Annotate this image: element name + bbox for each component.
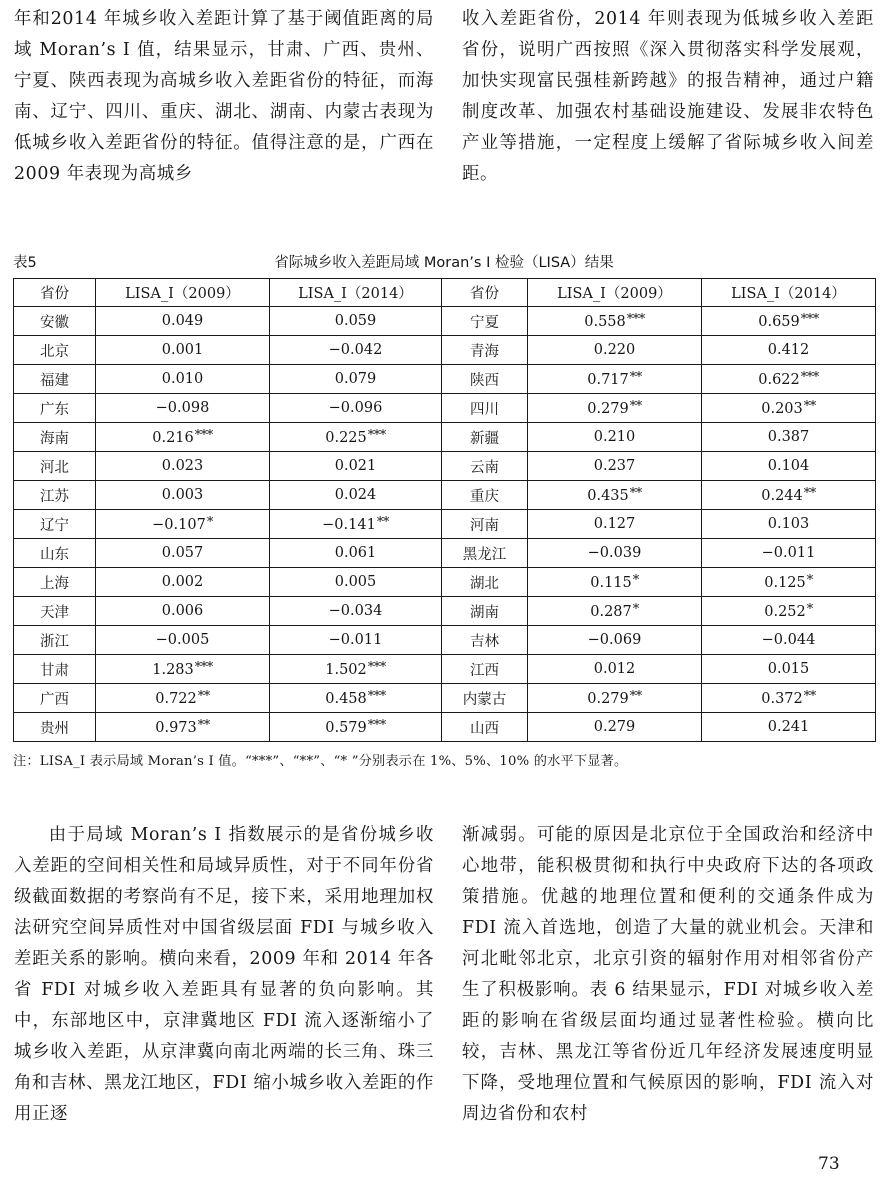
cell-value: 0.012 — [593, 661, 636, 677]
cell-lisa-2009-left — [96, 626, 270, 655]
body-paragraph-bottom-left: 由于局域 Moran’s I 指数展示的是省份城乡收入差距的空间相关性和局域异质性，对于不同年份省级截面数据的考察尚有不足，接下来，采用地理加权法研究空间异质性对中国省级层面 FDI 与城乡收入差距关系的影响。横向来看，2009 年和 2014 年各省 FDI 对城乡收入差距具有显著的负向影响。其中，东部地区中，京津冀地区 FDI 流入逐渐缩小了城乡收入差距，从京津冀向南北两端的长三角、珠三角和吉林、黑龙江地区，FDI 缩小城乡收入差距的作用正逐 — [14, 825, 434, 1124]
cell-value: 0.220 — [593, 342, 636, 358]
header-lisa-2009-left: LISA_I（2009） — [96, 279, 270, 307]
table-label: 表5 — [13, 255, 37, 271]
cell-lisa-2014-right — [702, 452, 876, 481]
cell-value: 0.279 — [587, 401, 629, 417]
table-row — [14, 597, 876, 626]
cell-lisa-2014-right — [702, 365, 876, 394]
cell-province-left — [14, 626, 96, 655]
cell-value: 0.079 — [334, 371, 377, 387]
cell-lisa-2009-right — [528, 626, 702, 655]
cell-value: 辽宁 — [40, 517, 69, 534]
cell-value: 0.010 — [161, 371, 204, 387]
table-title: 省际城乡收入差距局域 Moran’s I 检验（LISA）结果 — [274, 255, 614, 271]
cell-province-left — [14, 510, 96, 539]
table-caption — [13, 247, 875, 273]
table-note: 注：LISA_I 表示局域 Moran’s I 值。“***”、“**”、“* ”分别表示在 1%、5%、10% 的水平下显著。 — [13, 754, 628, 769]
cell-lisa-2009-right — [528, 481, 702, 510]
cell-province-right — [442, 423, 528, 452]
significance-mark: *** — [194, 428, 213, 443]
cell-lisa-2009-right — [528, 568, 702, 597]
cell-lisa-2014-left — [270, 626, 442, 655]
cell-lisa-2009-left — [96, 568, 270, 597]
cell-lisa-2009-left — [96, 597, 270, 626]
cell-value: 青海 — [470, 343, 499, 360]
cell-province-left — [14, 394, 96, 423]
table-row — [14, 568, 876, 597]
cell-province-right — [442, 394, 528, 423]
significance-mark: ** — [629, 370, 642, 385]
significance-mark: ** — [803, 399, 816, 414]
cell-province-left — [14, 307, 96, 336]
cell-province-right — [442, 307, 528, 336]
cell-value: 0.115 — [590, 575, 632, 591]
cell-value: 0.002 — [161, 574, 204, 590]
cell-lisa-2014-left — [270, 684, 442, 713]
cell-value: 0.203 — [761, 401, 803, 417]
cell-value: 0.021 — [334, 458, 377, 474]
cell-lisa-2014-left — [270, 655, 442, 684]
table-row — [14, 307, 876, 336]
cell-value: 江苏 — [40, 488, 69, 505]
cell-lisa-2009-right — [528, 365, 702, 394]
cell-value: 湖南 — [470, 604, 499, 621]
cell-lisa-2014-right — [702, 539, 876, 568]
cell-value: 0.722 — [155, 691, 197, 707]
significance-mark: ** — [803, 486, 816, 501]
cell-value: 新疆 — [470, 430, 499, 447]
cell-lisa-2009-left — [96, 655, 270, 684]
cell-lisa-2014-right — [702, 626, 876, 655]
cell-lisa-2009-left — [96, 423, 270, 452]
cell-province-left — [14, 597, 96, 626]
cell-lisa-2009-left — [96, 539, 270, 568]
cell-lisa-2014-right — [702, 713, 876, 742]
cell-lisa-2014-right — [702, 423, 876, 452]
cell-province-right — [442, 597, 528, 626]
cell-value: 0.622 — [758, 372, 800, 388]
cell-value: 0.659 — [758, 314, 800, 330]
cell-lisa-2014-right — [702, 481, 876, 510]
significance-mark: * — [806, 573, 813, 588]
cell-value: 四川 — [470, 401, 499, 418]
cell-lisa-2014-right — [702, 684, 876, 713]
cell-value: 安徽 — [40, 314, 69, 331]
cell-value: 北京 — [40, 343, 69, 360]
significance-mark: *** — [800, 312, 819, 327]
cell-lisa-2014-left — [270, 336, 442, 365]
cell-value: −0.107 — [152, 517, 206, 533]
table-row — [14, 336, 876, 365]
cell-province-right — [442, 365, 528, 394]
cell-value: 0.717 — [587, 372, 629, 388]
cell-value: 0.125 — [764, 575, 806, 591]
cell-lisa-2009-right — [528, 423, 702, 452]
cell-lisa-2014-left — [270, 365, 442, 394]
cell-province-right — [442, 568, 528, 597]
body-paragraph-top-right: 收入差距省份，2014 年则表现为低城乡收入差距省份，说明广西按照《深入贯彻落实科学发展观，加快实现富民强桂新跨越》的报告精神，通过户籍制度改革、加强农村基础设施建设、发展非农特色产业等措施，一定程度上缓解了省际城乡收入间差距。 — [462, 9, 874, 184]
cell-value: 0.003 — [161, 487, 204, 503]
cell-value: 0.372 — [761, 691, 803, 707]
cell-value: 0.973 — [155, 720, 197, 736]
cell-value: 0.458 — [325, 691, 367, 707]
cell-lisa-2009-right — [528, 597, 702, 626]
cell-value: 0.435 — [587, 488, 629, 504]
significance-mark: *** — [367, 718, 386, 733]
cell-value: 广西 — [40, 691, 69, 708]
cell-value: 0.241 — [767, 719, 810, 735]
cell-value: 0.558 — [584, 314, 626, 330]
cell-province-left — [14, 713, 96, 742]
cell-value: 广东 — [40, 401, 69, 418]
cell-lisa-2009-right — [528, 510, 702, 539]
table-row — [14, 365, 876, 394]
cell-value: 0.015 — [767, 661, 810, 677]
cell-value: −0.069 — [587, 632, 642, 648]
cell-lisa-2014-right — [702, 394, 876, 423]
cell-value: 0.244 — [761, 488, 803, 504]
cell-province-right — [442, 626, 528, 655]
cell-province-left — [14, 539, 96, 568]
significance-mark: * — [632, 573, 639, 588]
cell-value: 吉林 — [470, 633, 499, 650]
cell-lisa-2014-right — [702, 307, 876, 336]
cell-lisa-2014-left — [270, 568, 442, 597]
cell-value: 黑龙江 — [462, 546, 507, 563]
cell-lisa-2014-right — [702, 597, 876, 626]
table-row — [14, 539, 876, 568]
cell-province-right — [442, 481, 528, 510]
cell-value: 天津 — [40, 604, 69, 621]
significance-mark: ** — [629, 689, 642, 704]
table-body — [14, 307, 876, 742]
cell-lisa-2014-left — [270, 394, 442, 423]
cell-lisa-2009-left — [96, 394, 270, 423]
cell-value: 河北 — [40, 459, 69, 476]
cell-value: −0.011 — [328, 632, 383, 648]
cell-value: 0.579 — [325, 720, 367, 736]
cell-value: 云南 — [470, 459, 499, 476]
cell-value: −0.005 — [155, 632, 210, 648]
cell-value: 浙江 — [40, 633, 69, 650]
cell-value: −0.034 — [328, 603, 383, 619]
cell-value: −0.011 — [761, 545, 816, 561]
cell-value: 0.225 — [325, 430, 367, 446]
significance-mark: *** — [626, 312, 645, 327]
cell-value: 上海 — [40, 575, 69, 592]
cell-province-left — [14, 481, 96, 510]
cell-value: 山东 — [40, 546, 69, 563]
cell-value: 0.127 — [593, 516, 636, 532]
cell-value: 贵州 — [40, 720, 69, 737]
cell-value: 0.237 — [593, 458, 636, 474]
cell-lisa-2014-right — [702, 655, 876, 684]
cell-value: 陕西 — [470, 372, 499, 389]
cell-lisa-2014-left — [270, 423, 442, 452]
cell-value: 0.279 — [587, 691, 629, 707]
cell-value: 0.103 — [767, 516, 810, 532]
significance-mark: ** — [376, 515, 389, 530]
cell-value: −0.096 — [328, 400, 383, 416]
cell-province-right — [442, 452, 528, 481]
cell-lisa-2009-right — [528, 336, 702, 365]
table-row — [14, 713, 876, 742]
cell-province-left — [14, 568, 96, 597]
cell-lisa-2014-right — [702, 568, 876, 597]
cell-value: 0.005 — [334, 574, 377, 590]
cell-value: 0.049 — [161, 313, 204, 329]
cell-province-right — [442, 684, 528, 713]
cell-value: 0.387 — [767, 429, 810, 445]
table-row — [14, 452, 876, 481]
table-row — [14, 510, 876, 539]
cell-value: 0.412 — [767, 342, 810, 358]
cell-lisa-2009-left — [96, 481, 270, 510]
cell-lisa-2009-left — [96, 307, 270, 336]
cell-lisa-2009-left — [96, 365, 270, 394]
cell-lisa-2014-left — [270, 481, 442, 510]
cell-value: 湖北 — [470, 575, 499, 592]
cell-lisa-2009-right — [528, 713, 702, 742]
cell-value: −0.044 — [761, 632, 816, 648]
cell-lisa-2009-left — [96, 713, 270, 742]
significance-mark: * — [632, 602, 639, 617]
cell-province-right — [442, 655, 528, 684]
table-row — [14, 423, 876, 452]
cell-value: 海南 — [40, 430, 69, 447]
cell-value: 0.104 — [767, 458, 810, 474]
cell-value: −0.141 — [322, 517, 376, 533]
cell-province-left — [14, 452, 96, 481]
cell-lisa-2009-left — [96, 452, 270, 481]
cell-value: −0.042 — [328, 342, 383, 358]
table-row — [14, 655, 876, 684]
cell-value: 0.252 — [764, 604, 806, 620]
significance-mark: *** — [800, 370, 819, 385]
cell-province-left — [14, 365, 96, 394]
cell-value: 0.023 — [161, 458, 204, 474]
table-row — [14, 481, 876, 510]
cell-province-left — [14, 684, 96, 713]
cell-lisa-2014-left — [270, 539, 442, 568]
cell-value: 山西 — [470, 720, 499, 737]
cell-value: 0.061 — [334, 545, 377, 561]
significance-mark: ** — [629, 486, 642, 501]
cell-value: 1.283 — [152, 662, 194, 678]
cell-value: 0.210 — [593, 429, 636, 445]
significance-mark: *** — [194, 660, 213, 675]
significance-mark: *** — [367, 428, 386, 443]
cell-value: 河南 — [470, 517, 499, 534]
body-paragraph-bottom-right: 渐减弱。可能的原因是北京位于全国政治和经济中心地带，能积极贯彻和执行中央政府下达的各项政策措施。优越的地理位置和便利的交通条件成为 FDI 流入首选地，创造了大量的就业机会。天津和河北毗邻北京，北京引资的辐射作用对相邻省份产生了积极影响。表 6 结果显示，FDI 对城乡收入差距的影响在省级层面均通过显著性检验。横向比较，吉林、黑龙江等省份近几年经济发展速度明显下降，受地理位置和气候原因的影响，FDI 流入对周边省份和农村 — [462, 825, 874, 1124]
significance-mark: ** — [629, 399, 642, 414]
cell-value: 0.057 — [161, 545, 204, 561]
header-province-right: 省份 — [442, 279, 528, 307]
cell-province-left — [14, 655, 96, 684]
cell-province-right — [442, 510, 528, 539]
table-row — [14, 394, 876, 423]
header-lisa-2014-right: LISA_I（2014） — [702, 279, 876, 307]
significance-mark: *** — [367, 660, 386, 675]
table-header-row — [14, 279, 876, 307]
cell-lisa-2009-left — [96, 510, 270, 539]
significance-mark: ** — [197, 689, 210, 704]
cell-province-left — [14, 336, 96, 365]
significance-mark: ** — [197, 718, 210, 733]
significance-mark: * — [806, 602, 813, 617]
cell-lisa-2014-right — [702, 510, 876, 539]
header-lisa-2014-left: LISA_I（2014） — [270, 279, 442, 307]
significance-mark: *** — [367, 689, 386, 704]
significance-mark: * — [206, 515, 213, 530]
cell-value: 0.279 — [593, 719, 636, 735]
cell-lisa-2009-right — [528, 394, 702, 423]
cell-value: −0.039 — [587, 545, 642, 561]
cell-value: 0.001 — [161, 342, 204, 358]
cell-province-right — [442, 713, 528, 742]
cell-value: 0.287 — [590, 604, 632, 620]
header-lisa-2009-right: LISA_I（2009） — [528, 279, 702, 307]
cell-value: 重庆 — [470, 488, 499, 505]
cell-lisa-2009-left — [96, 684, 270, 713]
cell-value: 内蒙古 — [462, 691, 507, 708]
cell-lisa-2009-left — [96, 336, 270, 365]
cell-lisa-2014-left — [270, 510, 442, 539]
cell-lisa-2014-left — [270, 713, 442, 742]
cell-value: 0.006 — [161, 603, 204, 619]
cell-value: 甘肃 — [40, 662, 69, 679]
cell-value: 1.502 — [325, 662, 367, 678]
cell-lisa-2009-right — [528, 307, 702, 336]
header-province-left: 省份 — [14, 279, 96, 307]
cell-value: 0.059 — [334, 313, 377, 329]
cell-value: 江西 — [470, 662, 499, 679]
cell-province-left — [14, 423, 96, 452]
cell-value: 0.024 — [334, 487, 377, 503]
cell-value: −0.098 — [155, 400, 210, 416]
body-paragraph-top-left: 年和2014 年城乡收入差距计算了基于阈值距离的局域 Moran’s I 值，结果显示，甘肃、广西、贵州、宁夏、陕西表现为高城乡收入差距省份的特征，而海南、辽宁、四川、重庆、湖北、湖南、内蒙古表现为低城乡收入差距省份的特征。值得注意的是，广西在 2009 年表现为高城乡 — [14, 9, 434, 184]
page-number: 73 — [818, 1154, 840, 1174]
cell-lisa-2009-right — [528, 684, 702, 713]
cell-value: 0.216 — [152, 430, 194, 446]
cell-province-right — [442, 539, 528, 568]
cell-lisa-2009-right — [528, 452, 702, 481]
cell-lisa-2014-left — [270, 452, 442, 481]
table-row — [14, 684, 876, 713]
cell-value: 福建 — [40, 372, 69, 389]
cell-lisa-2009-right — [528, 655, 702, 684]
significance-mark: ** — [803, 689, 816, 704]
table-row — [14, 626, 876, 655]
lisa-results-table — [13, 278, 876, 742]
cell-lisa-2014-right — [702, 336, 876, 365]
cell-lisa-2014-left — [270, 597, 442, 626]
cell-value: 宁夏 — [470, 314, 499, 331]
cell-province-right — [442, 336, 528, 365]
cell-lisa-2009-right — [528, 539, 702, 568]
cell-lisa-2014-left — [270, 307, 442, 336]
